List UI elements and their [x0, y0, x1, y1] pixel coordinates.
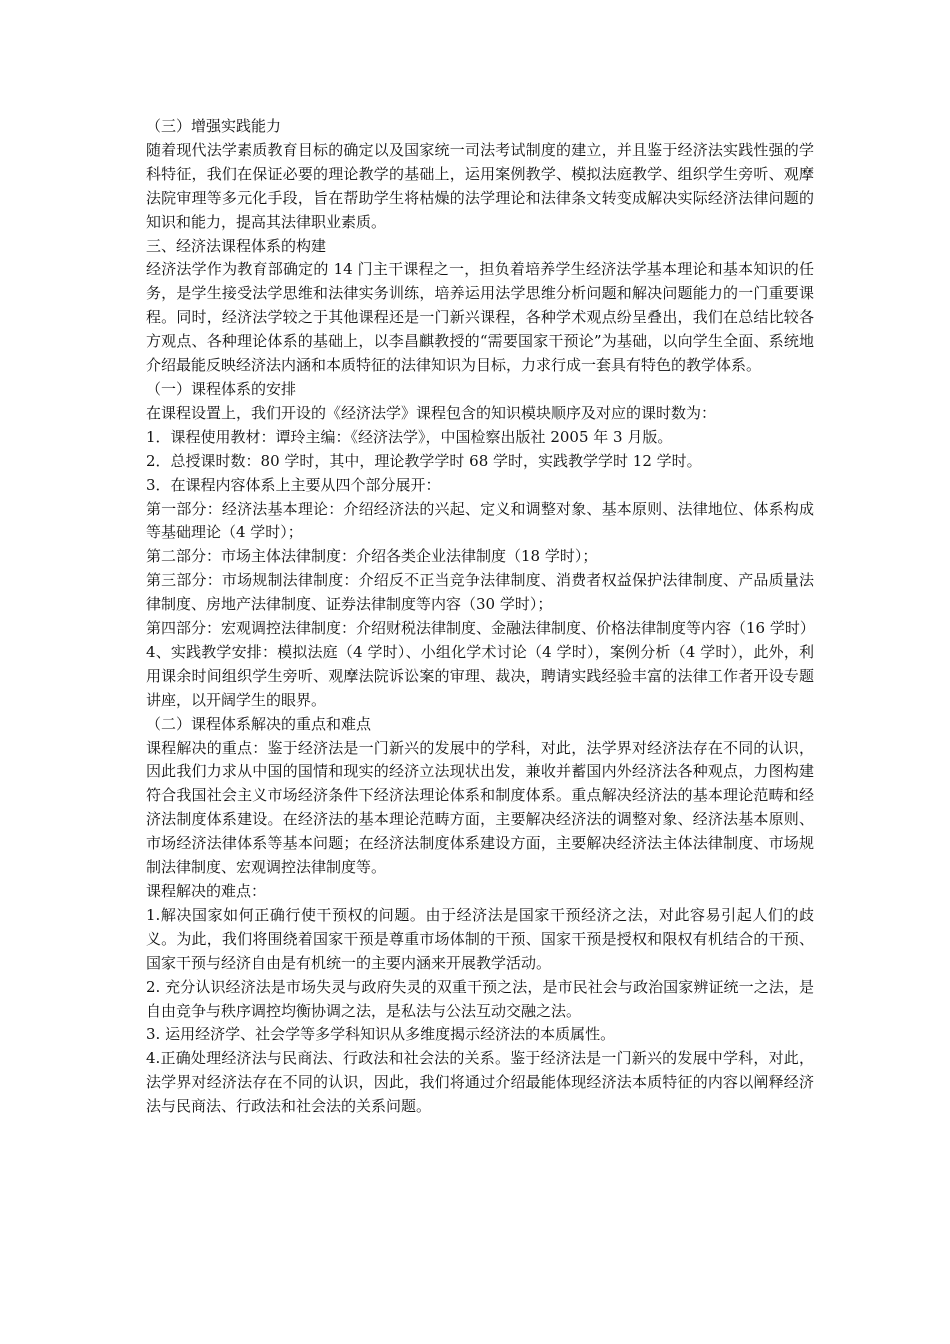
- paragraph-practice-ability: 随着现代法学素质教育目标的确定以及国家统一司法考试制度的建立，并且鉴于经济法实践性强的学科特征，我们在保证必要的理论教学的基础上，运用案例教学、模拟法庭教学、组织学生旁听、观摩法院审理等多元化手段，旨在帮助学生将枯燥的法学理论和法律条文转变成解决实际经济法律问题的知识和能力，提高其法律职业素质。: [146, 140, 814, 231]
- document-page: [146, 115, 814, 1119]
- part-four-macro-control: 第四部分：宏观调控法律制度：介绍财税法律制度、金融法律制度、价格法律制度等内容（16 学时）: [146, 619, 815, 638]
- list-item-practice-arrangement: 4、实践教学安排：模拟法庭（4 学时）、小组化学术讨论（4 学时），案例分析（4 学时），此外，利用课余时间组织学生旁听、观摩法院诉讼案的审理、裁决，聘请实践经验丰富的法律工作者开设专题讲座，以开阔学生的眼界。: [146, 642, 814, 709]
- section-heading-practice-ability: （三）增强实践能力: [146, 117, 282, 135]
- part-three-market-regulation: 第三部分：市场规制法律制度：介绍反不正当竞争法律制度、消费者权益保护法律制度、产品质量法律制度、房地产法律制度、证券法律制度等内容（30 学时）；: [146, 571, 814, 614]
- subsection-heading-arrangement: （一）课程体系的安排: [146, 379, 297, 398]
- subsection-heading-key-points: （二）课程体系解决的重点和难点: [146, 714, 372, 733]
- section-heading-course-system: 三、经济法课程体系的构建: [146, 236, 327, 255]
- heading-difficulties: 课程解决的难点：: [146, 882, 267, 900]
- difficulty-item-3: 3. 运用经济学、社会学等多学科知识从多维度揭示经济法的本质属性。: [146, 1025, 616, 1044]
- list-item-total-hours: 2．总授课时数：80 学时，其中，理论教学学时 68 学时，实践教学学时 12 学时。: [146, 451, 702, 470]
- paragraph-course-system-intro: 经济法学作为教育部确定的 14 门主干课程之一，担负着培养学生经济法学基本理论和基本知识的任务，是学生接受法学思维和法律实务训练，培养运用法学思维分析问题和解决问题能力的一门重要课程。同时，经济法学较之于其他课程还是一门新兴课程，各种学术观点纷呈叠出，我们在总结比较各方观点、各种理论体系的基础上，以李昌麒教授的“需要国家干预论”为基础，以向学生全面、系统地介绍最能反映经济法内涵和本质特征的法律知识为目标，力求行成一套具有特色的教学体系。: [146, 260, 814, 375]
- difficulty-item-2: 2. 充分认识经济法是市场失灵与政府失灵的双重干预之法，是市民社会与政治国家辨证统一之法，是自由竞争与秩序调控均衡协调之法，是私法与公法互动交融之法。: [146, 977, 814, 1020]
- list-item-textbook: 1．课程使用教材：谭玲主编：《经济法学》，中国检察出版社 2005 年 3 月版。: [146, 427, 673, 446]
- difficulty-item-1: 1.解决国家如何正确行使干预权的问题。由于经济法是国家干预经济之法，对此容易引起人们的歧义。为此，我们将围绕着国家干预是尊重市场体制的干预、国家干预是授权和限权有机结合的干预、国家干预与经济自由是有机统一的主要内涵来开展教学活动。: [146, 905, 814, 972]
- list-item-content-parts: 3．在课程内容体系上主要从四个部分展开：: [146, 475, 441, 494]
- paragraph-course-setup: 在课程设置上，我们开设的《经济法学》课程包含的知识模块顺序及对应的课时数为：: [146, 403, 717, 422]
- part-one-basic-theory: 第一部分：经济法基本理论：介绍经济法的兴起、定义和调整对象、基本原则、法律地位、体系构成等基础理论（4 学时）；: [146, 499, 814, 542]
- paragraph-key-points: 课程解决的重点：鉴于经济法是一门新兴的发展中的学科，对此，法学界对经济法存在不同的认识，因此我们力求从中国的国情和现实的经济立法现状出发，兼收并蓄国内外经济法各种观点，力图构建符合我国社会主义市场经济条件下经济法理论体系和制度体系。重点解决经济法的基本理论范畴和经济法制度体系建设。在经济法的基本理论范畴方面，主要解决经济法的调整对象、经济法基本原则、市场经济法律体系等基本问题；在经济法制度体系建设方面，主要解决经济法主体法律制度、市场规制法律制度、宏观调控法律制度等。: [146, 738, 814, 877]
- part-two-market-subject: 第二部分：市场主体法律制度：介绍各类企业法律制度（18 学时）；: [146, 547, 598, 566]
- difficulty-item-4: 4.正确处理经济法与民商法、行政法和社会法的关系。鉴于经济法是一门新兴的发展中学科，对此，法学界对经济法存在不同的认识，因此，我们将通过介绍最能体现经济法本质特征的内容以阐释经济法与民商法、行政法和社会法的关系问题。: [146, 1049, 814, 1116]
